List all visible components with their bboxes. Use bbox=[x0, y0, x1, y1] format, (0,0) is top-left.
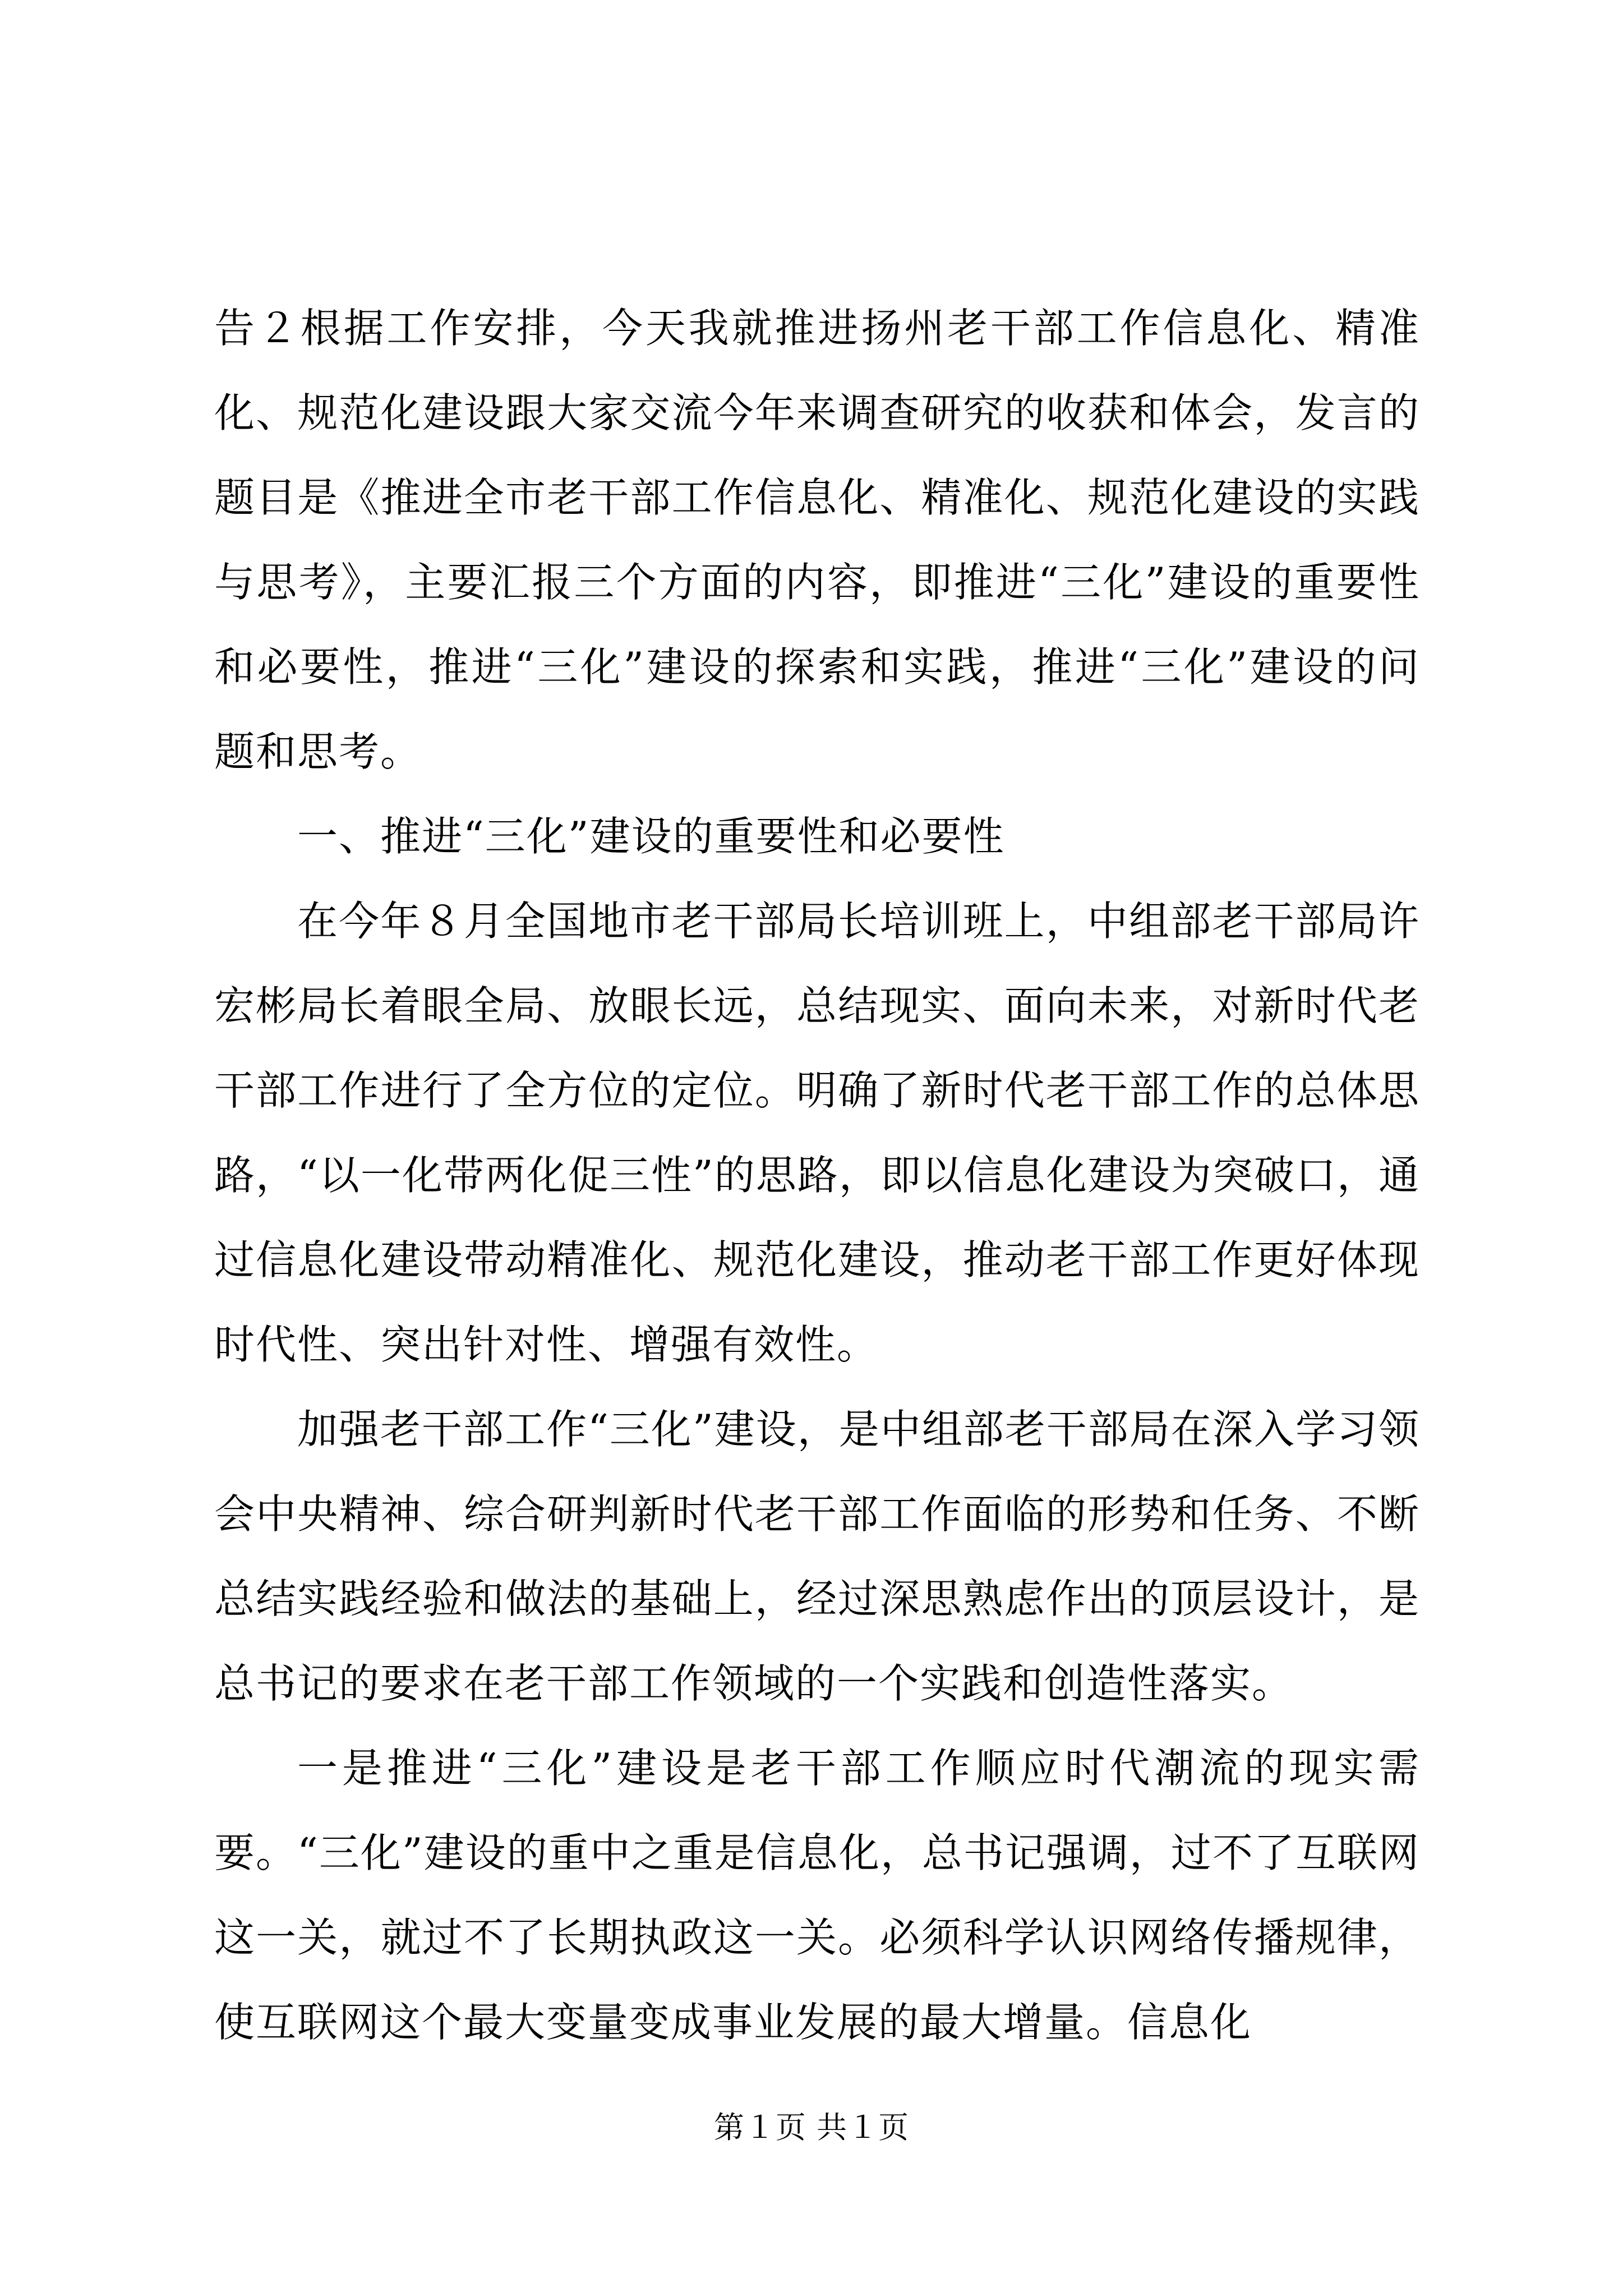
section-heading-1: 一、推进“三化”建设的重要性和必要性 bbox=[297, 813, 1005, 860]
paragraph-three-modernizations: 加强老干部工作“三化”建设，是中组部老干部局在深入学习领会中央精神、综合研判新时代老干部工作面临的形势和任务、不断总结实践经验和做法的基础上，经过深思熟虑作出的顶层设计，是总书记的要求在老干部工作领域的一个实践和创造性落实。 bbox=[214, 1406, 1420, 1707]
paragraph-intro: 告２根据工作安排，今天我就推进扬州老干部工作信息化、精准化、规范化建设跟大家交流今年来调查研究的收获和体会，发言的题目是《推进全市老干部工作信息化、精准化、规范化建设的实践与思考》，主要汇报三个方面的内容，即推进“三化”建设的重要性和必要性，推进“三化”建设的探索和实践，推进“三化”建设的问题和思考。 bbox=[214, 305, 1420, 775]
paragraph-training-session: 在今年８月全国地市老干部局长培训班上，中组部老干部局许宏彬局长着眼全局、放眼长远，总结现实、面向未来，对新时代老干部工作进行了全方位的定位。明确了新时代老干部工作的总体思路，“以一化带两化促三性”的思路，即以信息化建设为突破口，通过信息化建设带动精准化、规范化建设，推动老干部工作更好体现时代性、突出针对性、增强有效性。 bbox=[214, 898, 1420, 1368]
document-body bbox=[214, 286, 1420, 2065]
page-footer: 第１页 共１页 bbox=[713, 2110, 910, 2145]
paragraph-first-point: 一是推进“三化”建设是老干部工作顺应时代潮流的现实需要。“三化”建设的重中之重是信息化，总书记强调，过不了互联网这一关，就过不了长期执政这一关。必须科学认识网络传播规律，使互联网这个最大变量变成事业发展的最大增量。信息化 bbox=[214, 1745, 1420, 2046]
